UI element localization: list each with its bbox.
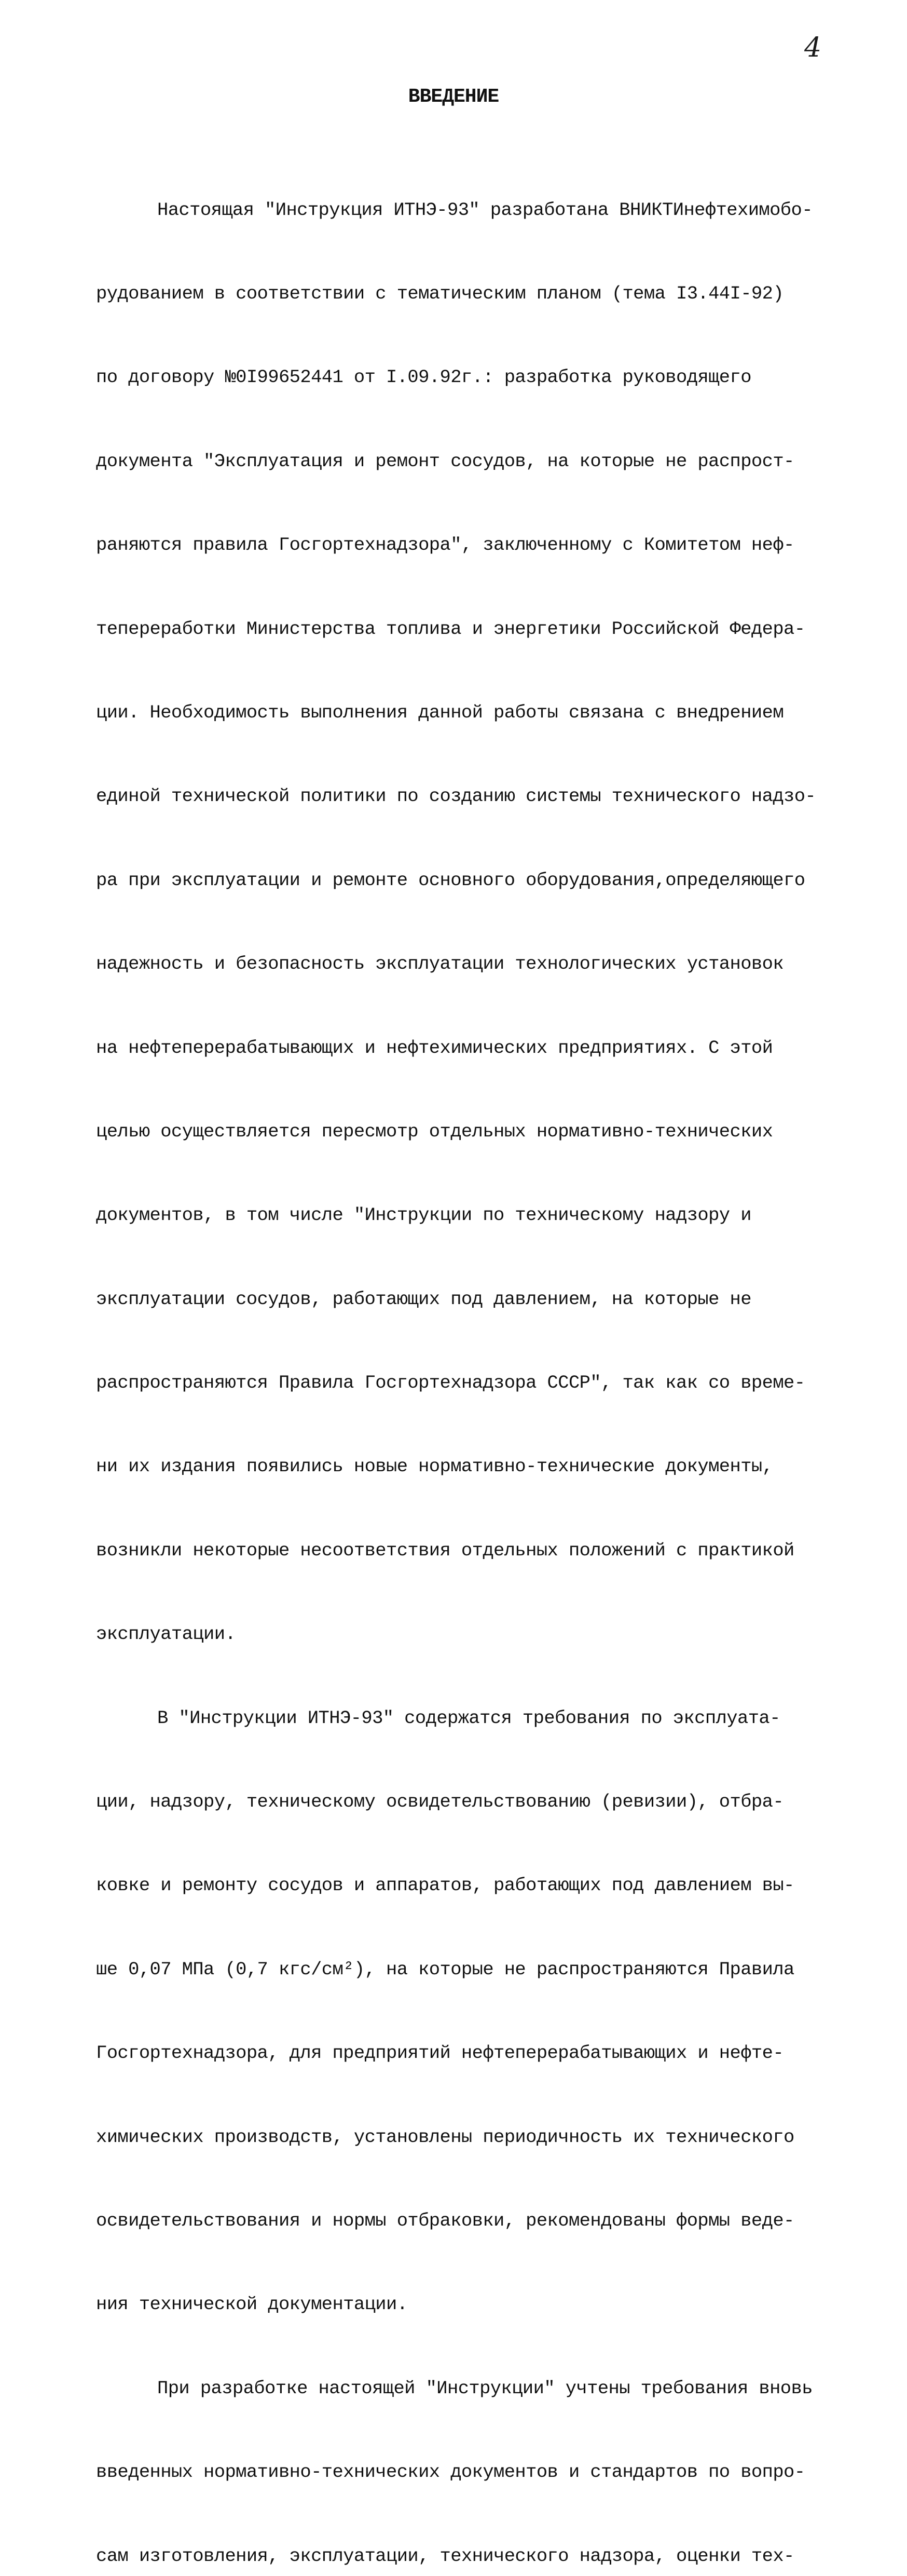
text-line: введенных нормативно-технических документов и стандартов по вопро- (96, 2461, 805, 2483)
text-line: ра при эксплуатации и ремонте основного оборудования,определяющего (96, 869, 805, 891)
text-line: по договору №0I99652441 от I.09.92г.: разработка руководящего (96, 367, 751, 388)
page-number: 4 (804, 32, 822, 63)
text-line: целью осуществляется пересмотр отдельных нормативно-технических (96, 1120, 773, 1142)
text-line: рудованием в соответствии с тематическим планом (тема I3.44I-92) (96, 282, 784, 304)
text-line: тепереработки Министерства топлива и энергетики Российской Федера- (96, 618, 805, 640)
text-line: ции. Необходимость выполнения данной работы связана с внедрением (96, 701, 784, 723)
text-line: ния технической документации. (96, 2294, 408, 2315)
text-line: При разработке настоящей "Инструкции" учтены требования вновь (157, 2377, 813, 2399)
text-line: документа "Эксплуатация и ремонт сосудов, на которые не распрост- (96, 450, 794, 472)
text-line: химических производств, установлены периодичность их технического (96, 2126, 794, 2148)
section-title: ВВЕДЕНИЕ (408, 86, 499, 108)
text-line: В "Инструкции ИТНЭ-93" содержатся требования по эксплуата- (157, 1707, 780, 1729)
body-text (96, 140, 854, 2576)
text-line: на нефтеперерабатывающих и нефтехимических предприятиях. С этой (96, 1037, 773, 1059)
text-line: освидетельствования и нормы отбраковки, рекомендованы формы веде- (96, 2209, 794, 2231)
text-line: Настоящая "Инструкция ИТНЭ-93" разработана ВНИКТИнефтехимобо- (157, 199, 813, 221)
text-line: ковке и ремонту сосудов и аппаратов, работающих под давлением вы- (96, 1875, 794, 1896)
text-line: распространяются Правила Госгортехнадзора СССР", так как со време- (96, 1372, 805, 1394)
text-line: ни их издания появились новые нормативно-технические документы, (96, 1456, 773, 1477)
text-line: возникли некоторые несоответствия отдельных положений с практикой (96, 1539, 794, 1561)
text-line: сам изготовления, эксплуатации, технического надзора, оценки тех- (96, 2545, 794, 2567)
text-line: эксплуатации. (96, 1623, 236, 1645)
text-line: документов, в том числе "Инструкции по техническому надзору и (96, 1204, 751, 1226)
text-line: эксплуатации сосудов, работающих под давлением, на которые не (96, 1288, 751, 1310)
text-line: ции, надзору, техническому освидетельствованию (ревизии), отбра- (96, 1791, 784, 1813)
text-line: Госгортехнадзора, для предприятий нефтеперерабатывающих и нефте- (96, 2042, 784, 2064)
text-line: единой технической политики по созданию системы технического надзо- (96, 785, 816, 807)
text-line: раняются правила Госгортехнадзора", заключенному с Комитетом неф- (96, 534, 794, 556)
text-line: надежность и безопасность эксплуатации технологических установок (96, 953, 784, 975)
text-line: ше 0,07 МПа (0,7 кгс/см²), на которые не распространяются Правила (96, 1958, 794, 1980)
